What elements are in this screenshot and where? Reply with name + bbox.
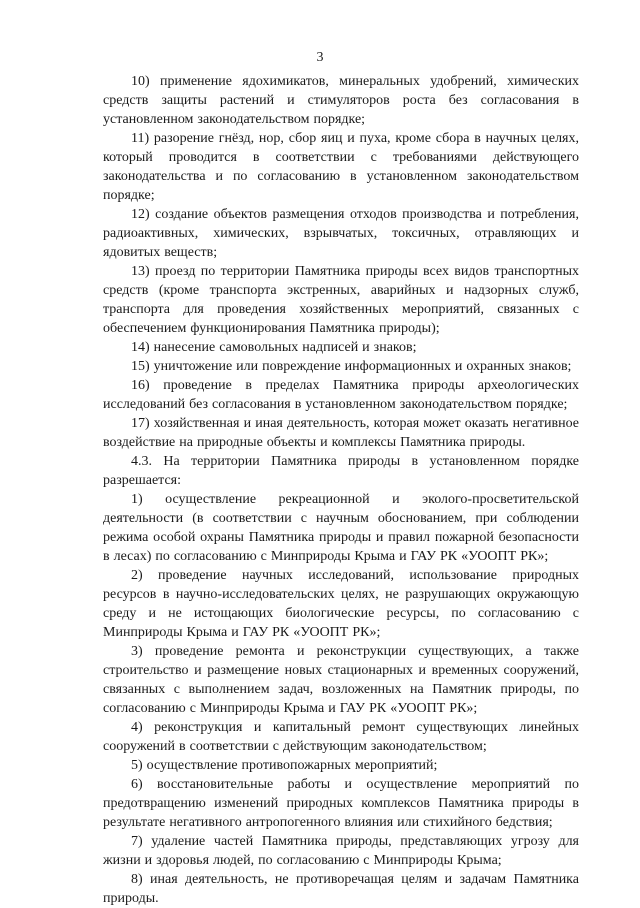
allowed-item-6: 6) восстановительные работы и осуществление мероприятий по предотвращению изменений природных комплексов Памятника природы в результате негативного антропогенного влияния или стихийного бедствия; <box>103 777 579 830</box>
paragraph-item-14: 14) нанесение самовольных надписей и знаков; <box>131 340 417 355</box>
allowed-item-5: 5) осуществление противопожарных мероприятий; <box>131 758 438 773</box>
allowed-item-8: 8) иная деятельность, не противоречащая целям и задачам Памятника природы. <box>103 872 579 906</box>
allowed-item-3: 3) проведение ремонта и реконструкции существующих, а также строительство и размещение новых стационарных и временных сооружений, связанных с выполнением задач, возложенных на Памятник природы, по согласованию с Минприроды Крыма и ГАУ РК «УООПТ РК»; <box>103 644 579 716</box>
paragraph-item-16: 16) проведение в пределах Памятника природы археологических исследований без согласования в установленном законодательством порядке; <box>103 378 579 412</box>
section-heading-4-3: 4.3. На территории Памятника природы в установленном порядке разрешается: <box>103 454 579 488</box>
allowed-item-4: 4) реконструкция и капитальный ремонт существующих линейных сооружений в соответствии с действующим законодательством; <box>103 720 579 754</box>
paragraph-item-13: 13) проезд по территории Памятника природы всех видов транспортных средств (кроме транспорта экстренных, аварийных и надзорных служб, транспорта для проведения хозяйственных мероприятий, связанных с обеспечением функционирования Памятника природы); <box>103 264 579 336</box>
paragraph-item-11: 11) разорение гнёзд, нор, сбор яиц и пуха, кроме сбора в научных целях, который проводится в соответствии с требованиями действующего законодательства и по согласованию в установленном законодательством порядке; <box>103 131 579 203</box>
document-body <box>103 72 579 908</box>
allowed-item-2: 2) проведение научных исследований, использование природных ресурсов в научно-исследовательских целях, не разрушающих окружающую среду и не истощающих биологические ресурсы, по согласованию с Минприроды Крыма и ГАУ РК «УООПТ РК»; <box>103 568 579 640</box>
allowed-item-1: 1) осуществление рекреационной и эколого-просветительской деятельности (в соответствии с научным обоснованием, при соблюдении режима особой охраны Памятника природы и правил пожарной безопасности в лесах) по согласованию с Минприроды Крыма и ГАУ РК «УООПТ РК»; <box>103 492 579 564</box>
paragraph-item-15: 15) уничтожение или повреждение информационных и охранных знаков; <box>131 359 572 374</box>
paragraph-item-17: 17) хозяйственная и иная деятельность, которая может оказать негативное воздействие на природные объекты и комплексы Памятника природы. <box>103 416 579 450</box>
page-number: 3 <box>316 50 324 65</box>
paragraph-item-12: 12) создание объектов размещения отходов производства и потребления, радиоактивных, химических, взрывчатых, токсичных, отравляющих и ядовитых веществ; <box>103 207 579 260</box>
paragraph-item-10: 10) применение ядохимикатов, минеральных удобрений, химических средств защиты растений и стимуляторов роста без согласования в установленном законодательством порядке; <box>103 74 579 127</box>
allowed-item-7: 7) удаление частей Памятника природы, представляющих угрозу для жизни и здоровья людей, по согласованию с Минприроды Крыма; <box>103 834 579 868</box>
